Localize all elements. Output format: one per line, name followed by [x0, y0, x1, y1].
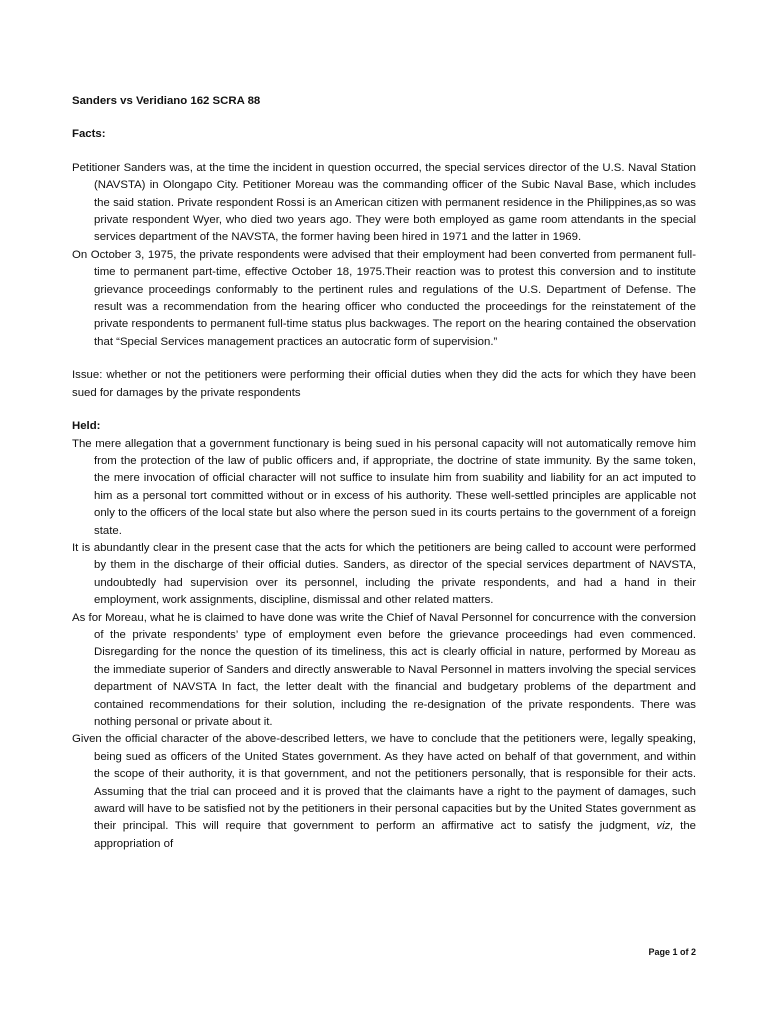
held-paragraph: The mere allegation that a government functionary is being sued in his personal capacity will not automatically remove him from the protection of the law of public officers and, if appropriate, the doctrine of state immunity. By the same token, the mere invocation of official character will not suffice to insulate him from suability and liability for an act imputed to him as a personal tort committed without or in excess of his authority. These well-settled principles are applicable not only to the officers of the local state but also where the person sued in its courts pertains to the government of a foreign state. [72, 437, 696, 537]
issue-paragraph: Issue: whether or not the petitioners were performing their official duties when they did the acts for which they have been sued for damages by the private respondents [72, 369, 696, 399]
facts-heading: Facts: [72, 128, 106, 141]
document-body [72, 93, 696, 853]
page-number: Page 1 of 2 [648, 947, 696, 957]
held-text: Given the official character of the above-described letters, we have to conclude that the petitioners were, legally speaking, being sued as officers of the United States government. As they have acted on behalf of that government, and within the scope of their authority, it is that government, and not the petitioners personally, that is responsible for their acts. Assuming that the trial can proceed and it is proved that the claimants have a right to the payment of damages, such award will have to be satisfied not by the petitioners in their personal capacities but by the United States government as their principal. This will require that government to perform an affirmative act to satisfy the judgment, [72, 733, 696, 833]
held-heading: Held: [72, 420, 101, 433]
held-text: the appropriation of [94, 820, 696, 850]
held-text-italic: viz, [656, 820, 674, 833]
held-paragraph: It is abundantly clear in the present case that the acts for which the petitioners are being called to account were performed by them in the discharge of their official duties. Sanders, as director of the special services department of NAVSTA, undoubtedly had supervision over its personnel, including the private respondents, and had a hand in their employment, work assignments, discipline, dismissal and other related matters. [72, 541, 696, 607]
case-title: Sanders vs Veridiano 162 SCRA 88 [72, 95, 261, 107]
held-paragraph: As for Moreau, what he is claimed to have done was write the Chief of Naval Personnel for concurrence with the conversion of the private respondents’ type of employment even before the grievance proceedings had even commenced. Disregarding for the nonce the question of its timeliness, this act is clearly official in nature, performed by Moreau as the immediate superior of Sanders and directly answerable to Naval Personnel in matters involving the special services department of NAVSTA In fact, the letter dealt with the financial and budgetary problems of the department and contained recommendations for their solution, including the re-designation of the private respondents. There was nothing personal or private about it. [72, 611, 696, 728]
held-paragraph-final [72, 731, 696, 853]
facts-paragraph: On October 3, 1975, the private respondents were advised that their employment had been converted from permanent full-time to permanent part-time, effective October 18, 1975.Their reaction was to protest this conversion and to institute grievance proceedings conformably to the pertinent rules and regulations of the U.S. Department of Defense. The result was a recommendation from the hearing officer who conducted the proceedings for the reinstatement of the private respondents to permanent full-time status plus backwages. The report on the hearing contained the observation that “Special Services management practices an autocratic form of supervision.” [72, 248, 696, 348]
facts-paragraph: Petitioner Sanders was, at the time the incident in question occurred, the special services director of the U.S. Naval Station (NAVSTA) in Olongapo City. Petitioner Moreau was the commanding officer of the Subic Naval Base, which includes the said station. Private respondent Rossi is an American citizen with permanent residence in the Philippines,as so was private respondent Wyer, who died two years ago. They were both employed as game room attendants in the special services department of the NAVSTA, the former having been hired in 1971 and the latter in 1969. [72, 161, 696, 244]
